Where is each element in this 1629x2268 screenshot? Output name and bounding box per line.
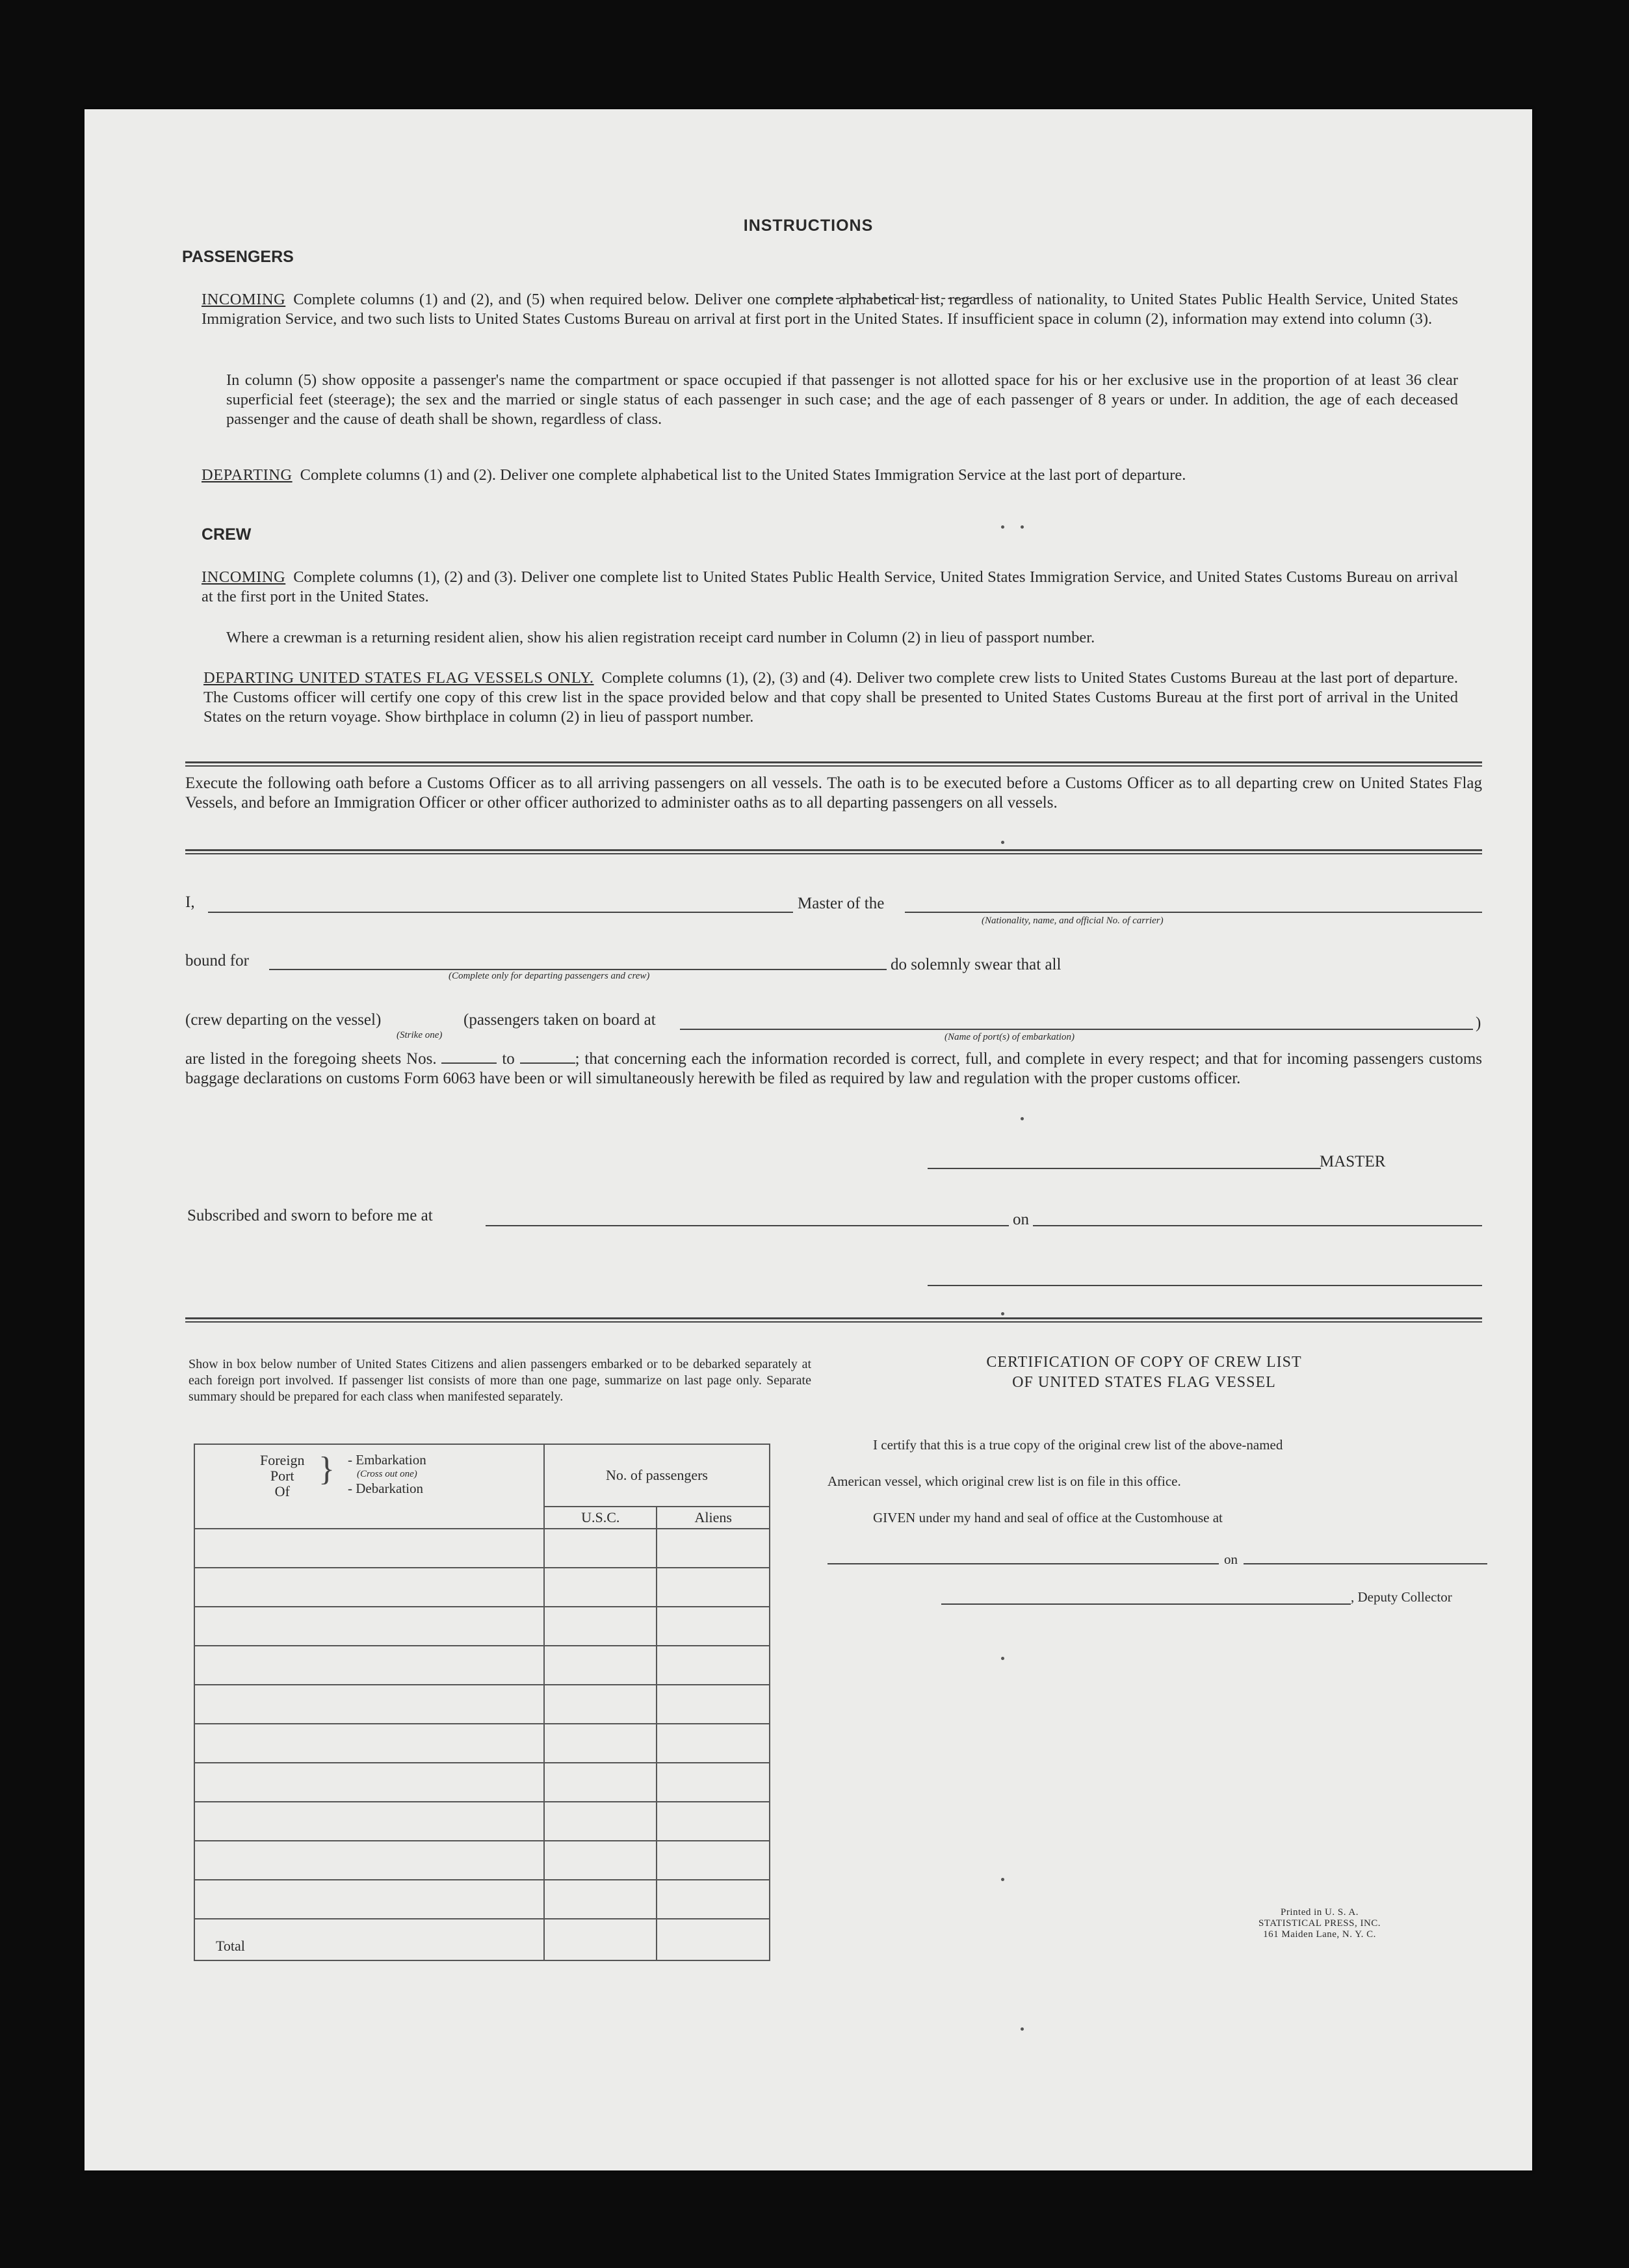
usc-cell[interactable] [544, 1841, 657, 1880]
port-cell[interactable] [194, 1529, 544, 1568]
passengers-heading: PASSENGERS [182, 248, 294, 266]
crew-heading: CREW [202, 525, 252, 544]
table-row [194, 1607, 770, 1646]
printer-line1: Printed in U. S. A. [1281, 1907, 1359, 1918]
deputy-signature-field[interactable] [941, 1603, 1351, 1605]
paper-speck [1021, 2027, 1024, 2031]
passengers-departing-paragraph [202, 466, 1458, 485]
table-row [194, 1685, 770, 1724]
aliens-cell[interactable] [657, 1802, 770, 1841]
paper-speck [1001, 1657, 1004, 1660]
bound-for-label: bound for [185, 952, 249, 969]
foreign-label: Foreign [260, 1452, 305, 1468]
passengers-departing-label: DEPARTING [202, 466, 293, 484]
listed-text-a: are listed in the foregoing sheets Nos. [185, 1050, 437, 1068]
paper-speck [1001, 1878, 1004, 1881]
table-row [194, 1568, 770, 1607]
cross-out-caption: (Cross out one) [357, 1469, 417, 1479]
usc-cell[interactable] [544, 1607, 657, 1646]
column5-paragraph: In column (5) show opposite a passenger's name the compartment or space occupied if that passenger is not allotted space for his or her exclusive use in the proportion of at least 36 clear superficial feet (steerage); the sex and the married or single status of each passenger in such case; and the age of each passenger of 8 years or under. In addition, the age of each deceased passenger and the cause of death shall be shown, regardless of class. [226, 371, 1458, 428]
port-label: Port [270, 1468, 294, 1484]
ports-caption: (Name of port(s) of embarkation) [945, 1032, 1075, 1042]
section-divider [185, 1317, 1482, 1323]
aliens-total-cell[interactable] [657, 1919, 770, 1960]
section-divider [185, 849, 1482, 854]
certify-text-a: I certify that this is a true copy of the original crew list of the above-named [873, 1437, 1283, 1453]
total-label: Total [194, 1919, 544, 1960]
passengers-incoming-label: INCOMING [202, 291, 286, 308]
listed-to-label: to [502, 1050, 515, 1068]
crew-departing-paragraph [203, 668, 1458, 727]
sheet-to-field[interactable] [520, 1062, 575, 1064]
port-cell[interactable] [194, 1763, 544, 1802]
port-header-cell [194, 1444, 544, 1529]
embarkation-option[interactable]: - Embarkation [348, 1452, 426, 1468]
of-label: Of [274, 1483, 290, 1499]
section-divider [185, 761, 1482, 767]
aliens-cell[interactable] [657, 1763, 770, 1802]
port-cell[interactable] [194, 1724, 544, 1763]
carrier-field[interactable] [905, 912, 1482, 913]
usc-cell[interactable] [544, 1529, 657, 1568]
printer-line3: 161 Maiden Lane, N. Y. C. [1263, 1929, 1376, 1940]
passengers-incoming-paragraph [202, 290, 1458, 329]
page-title: INSTRUCTIONS [743, 217, 874, 235]
port-cell[interactable] [194, 1646, 544, 1685]
paper-speck [1001, 525, 1004, 529]
listed-text-b: ; that concerning each the information recorded is correct, full, and complete in every respect; and that for incoming passengers customs baggage declarations on customs Form 6063 have been or will simultaneously herewith be filed as required by law and regulation with the proper customs officer. [185, 1050, 1483, 1087]
passengers-departing-text: Complete columns (1) and (2). Deliver one complete alphabetical list to the United States Immigration Service at the last port of departure. [300, 466, 1186, 484]
strike-caption: (Strike one) [397, 1030, 443, 1040]
port-cell[interactable] [194, 1802, 544, 1841]
summary-instruction: Show in box below number of United States Citizens and alien passengers embarked or to be debarked separately at each foreign port involved. If passenger list consists of more than one page, summarize on last page only. Separate summary should be prepared for each class when manifested separately. [189, 1357, 811, 1404]
certification-title [904, 1352, 1385, 1393]
table-row [194, 1841, 770, 1880]
port-cell[interactable] [194, 1685, 544, 1724]
crew-departing-text: Complete columns (1), (2), (3) and (4). Deliver two complete crew lists to United States Customs Bureau at the last port of departure. The Customs officer will certify one copy of this crew list in the space provided below and that copy shall be presented to United States Customs Bureau at the first port of arrival in the United States on the return voyage. Show birthplace in column (2) in lieu of passport number. [203, 669, 1458, 726]
brace-glyph: } [319, 1451, 335, 1488]
port-cell[interactable] [194, 1568, 544, 1607]
crew-departing-option[interactable]: (crew departing on the vessel) [185, 1011, 382, 1029]
given-text: GIVEN under my hand and seal of office at the Customhouse at [873, 1510, 1223, 1525]
paper-speck [1001, 1312, 1004, 1315]
usc-cell[interactable] [544, 1568, 657, 1607]
crew-alien-paragraph: Where a crewman is a returning resident alien, show his alien registration receipt card number in Column (2) in lieu of passport number. [226, 629, 1095, 646]
usc-header: U.S.C. [544, 1507, 657, 1529]
usc-cell[interactable] [544, 1802, 657, 1841]
usc-cell[interactable] [544, 1880, 657, 1919]
port-cell[interactable] [194, 1880, 544, 1919]
ports-field[interactable] [680, 1029, 1473, 1030]
crew-incoming-text: Complete columns (1), (2) and (3). Deliver one complete list to United States Public Health Service, United States Immigration Service, and United States Customs Bureau on arrival at the first port in the United States. [202, 568, 1458, 605]
usc-cell[interactable] [544, 1685, 657, 1724]
paper-speck [1021, 1117, 1024, 1120]
nationality-caption: (Nationality, name, and official No. of carrier) [982, 916, 1164, 926]
usc-total-cell[interactable] [544, 1919, 657, 1960]
certification-title-line2: OF UNITED STATES FLAG VESSEL [1012, 1374, 1276, 1391]
sworn-place-field[interactable] [486, 1225, 1009, 1226]
table-row [194, 1724, 770, 1763]
aliens-cell[interactable] [657, 1529, 770, 1568]
aliens-cell[interactable] [657, 1841, 770, 1880]
table-row [194, 1763, 770, 1802]
aliens-cell[interactable] [657, 1568, 770, 1607]
crew-incoming-label: INCOMING [202, 568, 286, 586]
table-row [194, 1529, 770, 1568]
sheet-from-field[interactable] [441, 1062, 497, 1064]
printer-line2: STATISTICAL PRESS, INC. [1258, 1918, 1381, 1929]
listed-paragraph [185, 1049, 1482, 1088]
debarkation-option[interactable]: - Debarkation [348, 1481, 424, 1496]
master-name-field[interactable] [208, 912, 793, 913]
usc-cell[interactable] [544, 1646, 657, 1685]
passenger-summary-table [194, 1444, 770, 1961]
customhouse-field[interactable] [828, 1563, 1219, 1564]
master-label: MASTER [1320, 1153, 1386, 1170]
master-signature-field[interactable] [928, 1168, 1321, 1169]
no-of-passengers-header: No. of passengers [544, 1444, 770, 1507]
oath-i-label: I, [185, 893, 195, 911]
aliens-cell[interactable] [657, 1607, 770, 1646]
oath-instruction: Execute the following oath before a Customs Officer as to all arriving passengers on all vessels. The oath is to be executed before a Customs Officer as to all departing crew on United States Flag Vessels, and before an Immigration Officer or other officer authorized to administer oaths as to all departing passengers on all vessels. [185, 774, 1482, 811]
certification-on-label: on [1224, 1551, 1238, 1567]
port-cell[interactable] [194, 1607, 544, 1646]
crew-incoming-paragraph [202, 568, 1458, 607]
form-sheet [85, 109, 1532, 2170]
total-row [194, 1919, 770, 1960]
complete-only-caption: (Complete only for departing passengers and crew) [449, 971, 650, 981]
paper-speck [1001, 841, 1004, 844]
aliens-header: Aliens [657, 1507, 770, 1529]
swear-label: do solemnly swear that all [891, 956, 1062, 973]
deputy-collector-label: , Deputy Collector [1351, 1589, 1452, 1605]
aliens-cell[interactable] [657, 1880, 770, 1919]
certification-title-line1: CERTIFICATION OF COPY OF CREW LIST [986, 1354, 1302, 1371]
crew-departing-label: DEPARTING UNITED STATES FLAG VESSELS ONLY. [203, 669, 594, 687]
officer-signature-field[interactable] [928, 1285, 1482, 1286]
aliens-cell[interactable] [657, 1685, 770, 1724]
aliens-cell[interactable] [657, 1724, 770, 1763]
table-row [194, 1802, 770, 1841]
usc-cell[interactable] [544, 1763, 657, 1802]
printer-imprint [1190, 1907, 1450, 1940]
subscribed-label: Subscribed and sworn to before me at [187, 1207, 433, 1224]
certify-text-b: American vessel, which original crew list is on file in this office. [828, 1473, 1181, 1489]
close-paren: ) [1476, 1014, 1481, 1032]
port-cell[interactable] [194, 1841, 544, 1880]
paper-speck [1021, 525, 1024, 529]
bound-for-field[interactable] [269, 969, 887, 970]
table-row [194, 1880, 770, 1919]
aliens-cell[interactable] [657, 1646, 770, 1685]
table-row [194, 1646, 770, 1685]
sworn-date-field[interactable] [1033, 1225, 1482, 1226]
passengers-incoming-text: Complete columns (1) and (2), and (5) when required below. Deliver one complete alphabetical list, regardless of nationality, to United States Public Health Service, United States Immigration Service, and two such lists to United States Customs Bureau on arrival at first port in the United States. If insufficient space in column (2), information may extend into column (3). [202, 291, 1458, 328]
master-of-the-label: Master of the [798, 895, 885, 912]
usc-cell[interactable] [544, 1724, 657, 1763]
certification-date-field[interactable] [1244, 1563, 1487, 1564]
sworn-on-label: on [1013, 1211, 1029, 1228]
passengers-taken-option[interactable]: (passengers taken on board at [463, 1011, 656, 1029]
